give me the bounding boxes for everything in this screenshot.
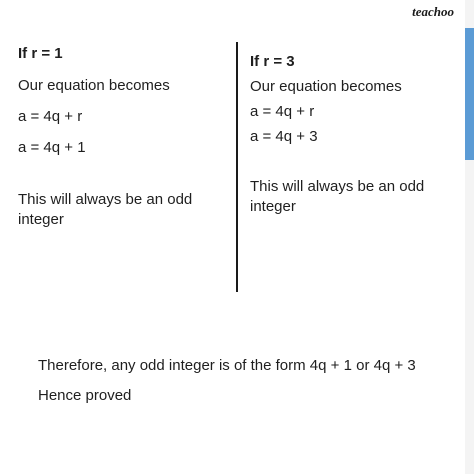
conclusion <box>38 356 416 406</box>
scrollbar-thumb[interactable] <box>465 28 474 160</box>
case-result: This will always be an odd <box>18 191 193 208</box>
conclusion-statement: Therefore, any odd integer is of the form 4q + 1 or 4q + 3 <box>38 357 416 374</box>
conclusion-proved: Hence proved <box>38 387 132 404</box>
case-line: Our equation becomes <box>250 78 402 95</box>
case-result: This will always be an odd <box>250 178 425 195</box>
case-line: a = 4q + 3 <box>250 128 318 145</box>
case-result-continued: integer <box>250 198 296 215</box>
case-r-equals-3 <box>250 44 455 217</box>
case-result-continued: integer <box>18 211 64 228</box>
case-line: a = 4q + r <box>250 103 315 120</box>
column-divider <box>236 42 238 292</box>
teachoo-logo: teachoo <box>412 4 454 19</box>
case-heading: If r = 1 <box>18 45 63 62</box>
case-line: a = 4q + 1 <box>18 139 86 156</box>
case-line: a = 4q + r <box>18 108 83 125</box>
case-line: Our equation becomes <box>18 77 170 94</box>
scrollbar-track[interactable] <box>465 0 474 474</box>
case-heading: If r = 3 <box>250 53 295 70</box>
case-r-equals-1 <box>18 44 223 230</box>
